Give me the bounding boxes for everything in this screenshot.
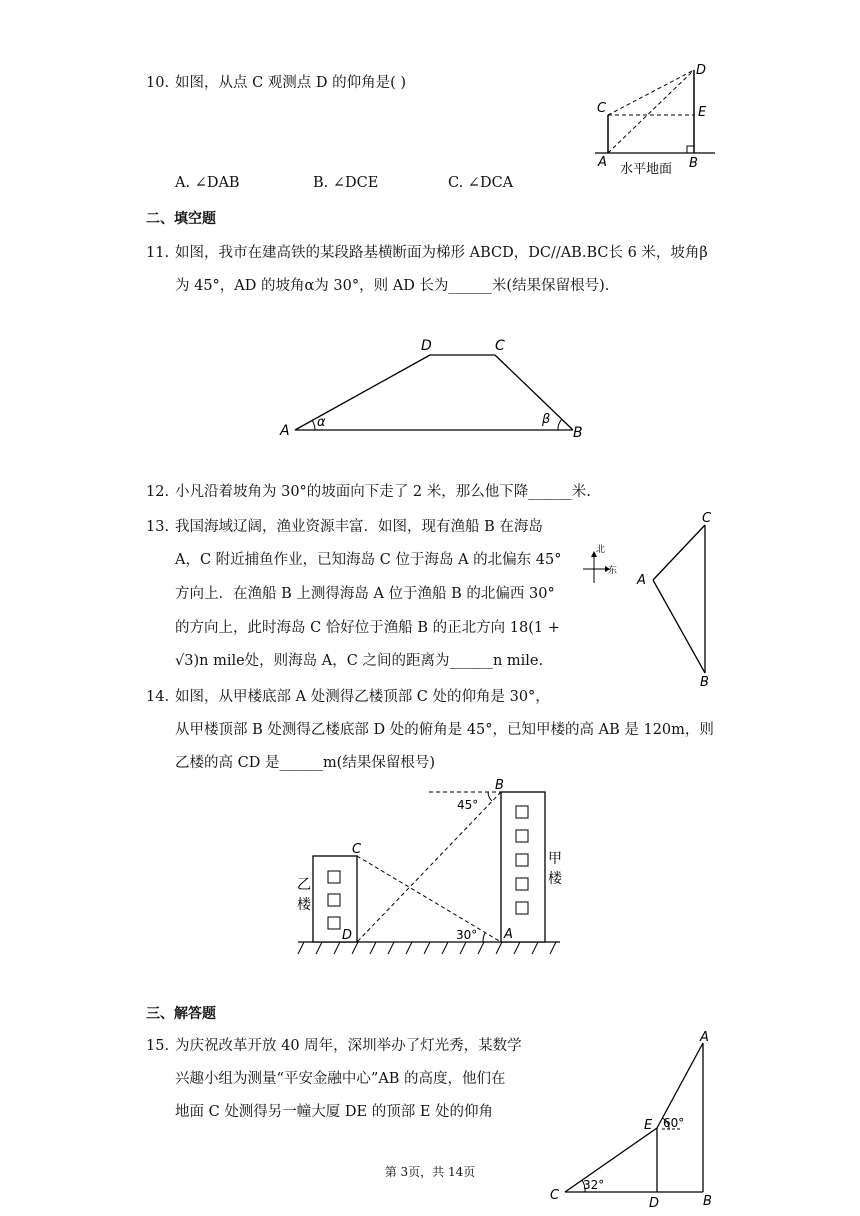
q14-label-d: D bbox=[342, 928, 353, 943]
q11-label-alpha: α bbox=[317, 415, 326, 430]
q14-yi-lou: 楼 bbox=[297, 897, 311, 913]
q13-east-label: 东 bbox=[608, 566, 618, 576]
q11-label-b: B bbox=[573, 425, 583, 441]
q14-number: 14. bbox=[146, 689, 170, 705]
page-footer: 第 3页，共 14页 bbox=[384, 1165, 476, 1179]
q13-north-label: 北 bbox=[596, 545, 606, 555]
q10-number: 10. bbox=[146, 75, 170, 91]
q13-line3: 方向上．在渔船 B 上测得海岛 A 位于渔船 B 的北偏西 30° bbox=[175, 586, 555, 602]
q15-angle-60: 60° bbox=[663, 1116, 685, 1130]
q10-label-e: E bbox=[698, 105, 707, 120]
q14-yi: 乙 bbox=[297, 877, 311, 893]
q15-label-b: B bbox=[703, 1194, 712, 1209]
q12-number: 12. bbox=[146, 484, 170, 500]
section-answer-heading: 三、解答题 bbox=[146, 1006, 216, 1022]
q11-line2: 为 45°，AD 的坡角α为 30°，则 AD 长为______米(结果保留根号). bbox=[175, 278, 610, 294]
q14-angle-45: 45° bbox=[457, 798, 479, 812]
q15-line2: 兴趣小组为测量“平安金融中心”AB 的高度，他们在 bbox=[175, 1071, 506, 1087]
q15-label-e: E bbox=[644, 1118, 653, 1133]
q14-figure bbox=[290, 775, 570, 960]
q15-line1: 为庆祝改革开放 40 周年，深圳举办了灯光秀，某数学 bbox=[175, 1038, 522, 1054]
q10-option-c: C. ∠DCA bbox=[448, 175, 514, 191]
q10-option-b: B. ∠DCE bbox=[313, 175, 379, 191]
q10-ground-label: 水平地面 bbox=[620, 162, 673, 177]
q11-line1: 如图，我市在建高铁的某段路基横断面为梯形 ABCD，DC//AB.BC长 6 米，坡角β bbox=[175, 245, 708, 261]
q10-label-a: A bbox=[598, 155, 607, 170]
q15-label-a: A bbox=[700, 1030, 709, 1045]
q14-jia: 甲 bbox=[548, 851, 562, 867]
q14-line3: 乙楼的高 CD 是______m(结果保留根号) bbox=[175, 755, 436, 771]
q11-label-c: C bbox=[495, 338, 505, 354]
q11-label-a: A bbox=[280, 423, 290, 439]
q12-text: 小凡沿着坡角为 30°的坡面向下走了 2 米，那么他下降______米. bbox=[175, 484, 591, 500]
q13-label-c: C bbox=[702, 511, 712, 526]
q13-line5: √3)n mile处，则海岛 A，C 之间的距离为______n mile. bbox=[175, 653, 544, 669]
q14-label-c: C bbox=[352, 842, 362, 857]
q10-label-b: B bbox=[689, 156, 698, 171]
q13-label-a: A bbox=[637, 573, 646, 588]
q13-line1: 我国海域辽阔，渔业资源丰富．如图，现有渔船 B 在海岛 bbox=[175, 519, 543, 535]
q14-line1: 如图，从甲楼底部 A 处测得乙楼顶部 C 处的仰角是 30°， bbox=[175, 689, 550, 705]
q13-number: 13. bbox=[146, 519, 170, 535]
q10-figure bbox=[590, 60, 720, 180]
q10-text: 如图，从点 C 观测点 D 的仰角是( ) bbox=[175, 75, 407, 91]
q11-figure bbox=[275, 335, 595, 445]
q14-line2: 从甲楼顶部 B 处测得乙楼底部 D 处的俯角是 45°，已知甲楼的高 AB 是 120m，则 bbox=[175, 722, 714, 738]
q14-label-a: A bbox=[504, 927, 513, 942]
q10-option-a: A. ∠DAB bbox=[175, 175, 240, 191]
q13-line4: 的方向上，此时海岛 C 恰好位于渔船 B 的正北方向 18(1 + bbox=[175, 620, 560, 636]
q11-label-beta: β bbox=[542, 412, 551, 427]
q14-jia-lou: 楼 bbox=[548, 871, 562, 887]
q14-angle-30: 30° bbox=[456, 928, 478, 942]
q10-label-c: C bbox=[597, 101, 607, 116]
section-fill-blank-heading: 二、填空题 bbox=[146, 211, 216, 227]
q13-figure bbox=[570, 505, 720, 690]
q13-label-b: B bbox=[700, 675, 709, 690]
q11-number: 11. bbox=[146, 245, 170, 261]
q14-label-b: B bbox=[495, 778, 504, 793]
q15-number: 15. bbox=[146, 1038, 170, 1054]
q13-line2: A，C 附近捕鱼作业，已知海岛 C 位于海岛 A 的北偏东 45° bbox=[175, 552, 562, 568]
q11-label-d: D bbox=[421, 338, 432, 354]
q15-label-d: D bbox=[649, 1196, 660, 1211]
q15-figure bbox=[545, 1025, 725, 1210]
q10-label-d: D bbox=[696, 63, 707, 78]
q15-angle-32: 32° bbox=[583, 1178, 605, 1192]
q15-line3: 地面 C 处测得另一幢大厦 DE 的顶部 E 处的仰角 bbox=[175, 1104, 494, 1120]
q15-label-c: C bbox=[550, 1188, 560, 1203]
